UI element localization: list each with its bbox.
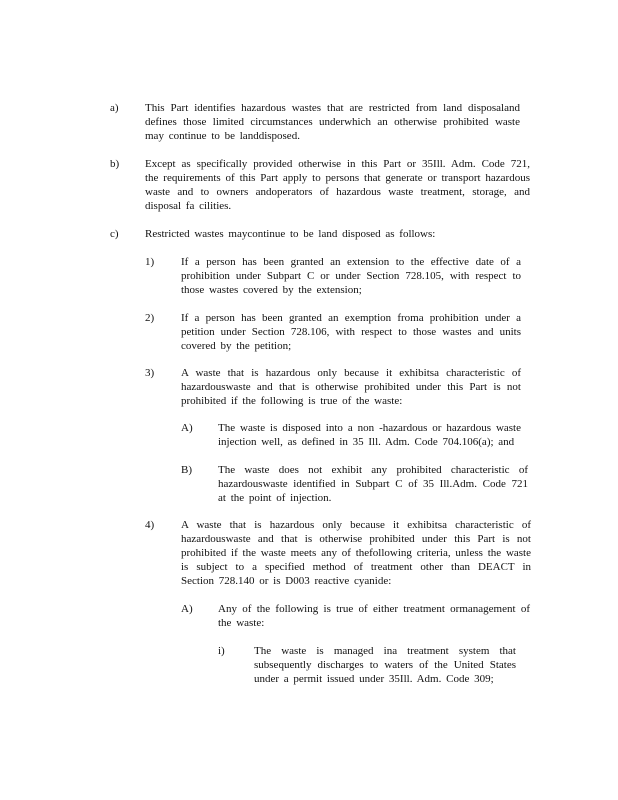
item-c4Ai-text: The waste is managed ina treatment system that subsequently discharges to waters of the United States under a permit issued under 35Ill. Adm. Code 309;	[254, 645, 516, 685]
item-c3A-text: The waste is disposed into a non -hazardous or hazardous waste injection well, as defined in 35 Ill. Adm. Code 704.106(a); and	[218, 422, 521, 448]
item-c2-text: If a person has been granted an exemption froma prohibition under a petition under Section 728.106, with respect to those wastes and units covered by the petition;	[181, 312, 521, 352]
item-c3-label: 3)	[145, 367, 155, 379]
item-c4Ai-label: i)	[218, 645, 225, 657]
item-b-text: Except as specifically provided otherwise in this Part or 35Ill. Adm. Code 721, the requirements of this Part apply to persons that generate or transport hazardous waste and to owners andoperators of hazardous waste treatment, storage, and disposal fa cilities.	[145, 158, 530, 212]
item-a-label: a)	[110, 102, 119, 114]
item-b-label: b)	[110, 158, 120, 170]
item-c4A-label: A)	[181, 603, 193, 615]
item-c3A-label: A)	[181, 422, 193, 434]
item-c3B-label: B)	[181, 464, 192, 476]
item-c4-label: 4)	[145, 519, 155, 531]
item-c4-text: A waste that is hazardous only because it exhibitsa characteristic of hazardouswaste and that is otherwise prohibited under this Part is not prohibited if the waste meets any of thefollowing criteria, unless the waste is subject to a specified method of treatment other than DEACT in Section 728.140 or is D003 reactive cyanide:	[181, 519, 531, 587]
item-c1-text: If a person has been granted an extension to the effective date of a prohibition under Subpart C or under Section 728.105, with respect to those wastes covered by the extension;	[181, 256, 521, 296]
item-c-text: Restricted wastes maycontinue to be land disposed as follows:	[145, 228, 436, 240]
item-a-text: This Part identifies hazardous wastes that are restricted from land disposaland defines those limited circumstances underwhich an otherwise prohibited waste may continue to be landdisposed.	[145, 102, 520, 142]
item-c4A-text: Any of the following is true of either treatment ormanagement of the waste:	[218, 603, 530, 629]
item-c3B-text: The waste does not exhibit any prohibited characteristic of hazardouswaste identified in Subpart C of 35 Ill.Adm. Code 721 at the point of injection.	[218, 464, 528, 504]
item-c1-label: 1)	[145, 256, 155, 268]
item-c3-text: A waste that is hazardous only because it exhibitsa characteristic of hazardouswaste and that is otherwise prohibited under this Part is not prohibited if the following is true of the waste:	[181, 367, 521, 407]
item-c-label: c)	[110, 228, 119, 240]
item-c2-label: 2)	[145, 312, 155, 324]
